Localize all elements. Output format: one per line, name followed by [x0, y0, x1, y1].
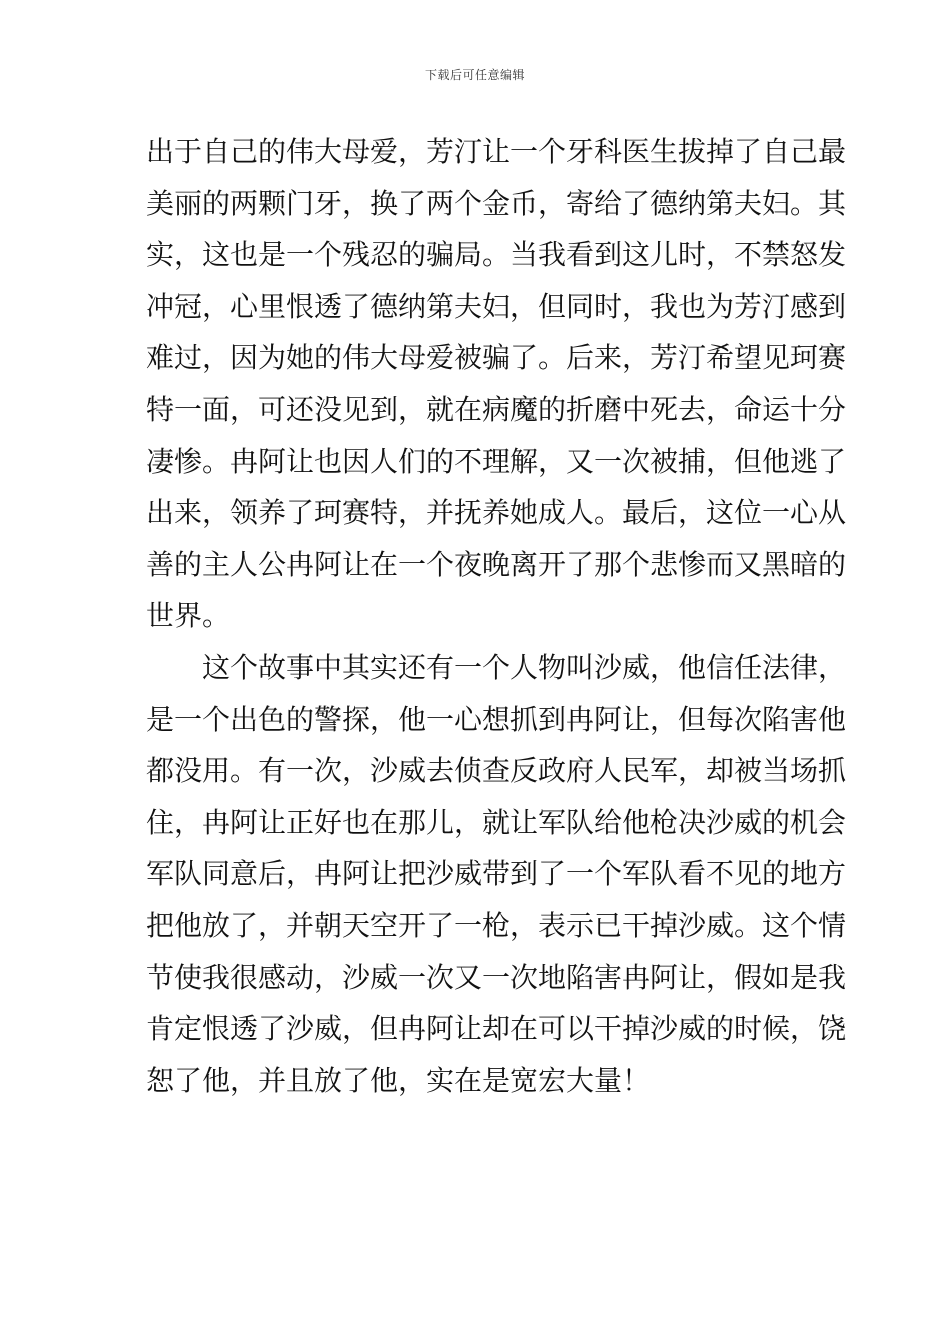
text-line: 这个故事中其实还有一个人物叫沙威，他信任法律， — [202, 650, 847, 684]
text-line: 住，冉阿让正好也在那儿，就让军队给他枪决沙威的机会 — [146, 805, 847, 839]
text-line: 出于自己的伟大母爱，芳汀让一个牙科医生拔掉了自己最 — [146, 135, 847, 168]
paragraph-2 — [146, 642, 847, 1106]
text-line: 难过，因为她的伟大母爱被骗了。后来，芳汀希望见珂赛 — [146, 341, 847, 375]
text-line: 肯定恨透了沙威，但冉阿让却在可以干掉沙威的时候，饶 — [146, 1012, 847, 1046]
text-line: 冲冠，心里恨透了德纳第夫妇，但同时，我也为芳汀感到 — [146, 289, 847, 323]
page-header: 下载后可任意编辑 — [424, 68, 525, 82]
text-line: 军队同意后，冉阿让把沙威带到了一个军队看不见的地方 — [146, 857, 847, 891]
paragraph-1 — [146, 126, 847, 642]
text-line: 世界。 — [146, 599, 231, 633]
text-line: 把他放了，并朝天空开了一枪，表示已干掉沙威。这个情 — [146, 908, 847, 942]
text-line: 善的主人公冉阿让在一个夜晚离开了那个悲惨而又黑暗的 — [146, 547, 847, 581]
text-line: 是一个出色的警探，他一心想抓到冉阿让，但每次陷害他 — [146, 702, 847, 736]
text-line: 实，这也是一个残忍的骗局。当我看到这儿时，不禁怒发 — [146, 238, 847, 272]
body-text — [146, 126, 847, 1106]
text-line: 恕了他，并且放了他，实在是宽宏大量！ — [146, 1063, 651, 1097]
text-line: 都没用。有一次，沙威去侦查反政府人民军，却被当场抓 — [146, 754, 847, 788]
text-line: 出来，领养了珂赛特，并抚养她成人。最后，这位一心从 — [146, 496, 847, 530]
text-line: 节使我很感动，沙威一次又一次地陷害冉阿让，假如是我 — [146, 960, 847, 994]
text-line: 美丽的两颗门牙，换了两个金币，寄给了德纳第夫妇。其 — [146, 186, 847, 220]
text-line: 特一面，可还没见到，就在病魔的折磨中死去，命运十分 — [146, 392, 847, 426]
text-line: 凄惨。冉阿让也因人们的不理解，又一次被捕，但他逃了 — [146, 444, 847, 478]
